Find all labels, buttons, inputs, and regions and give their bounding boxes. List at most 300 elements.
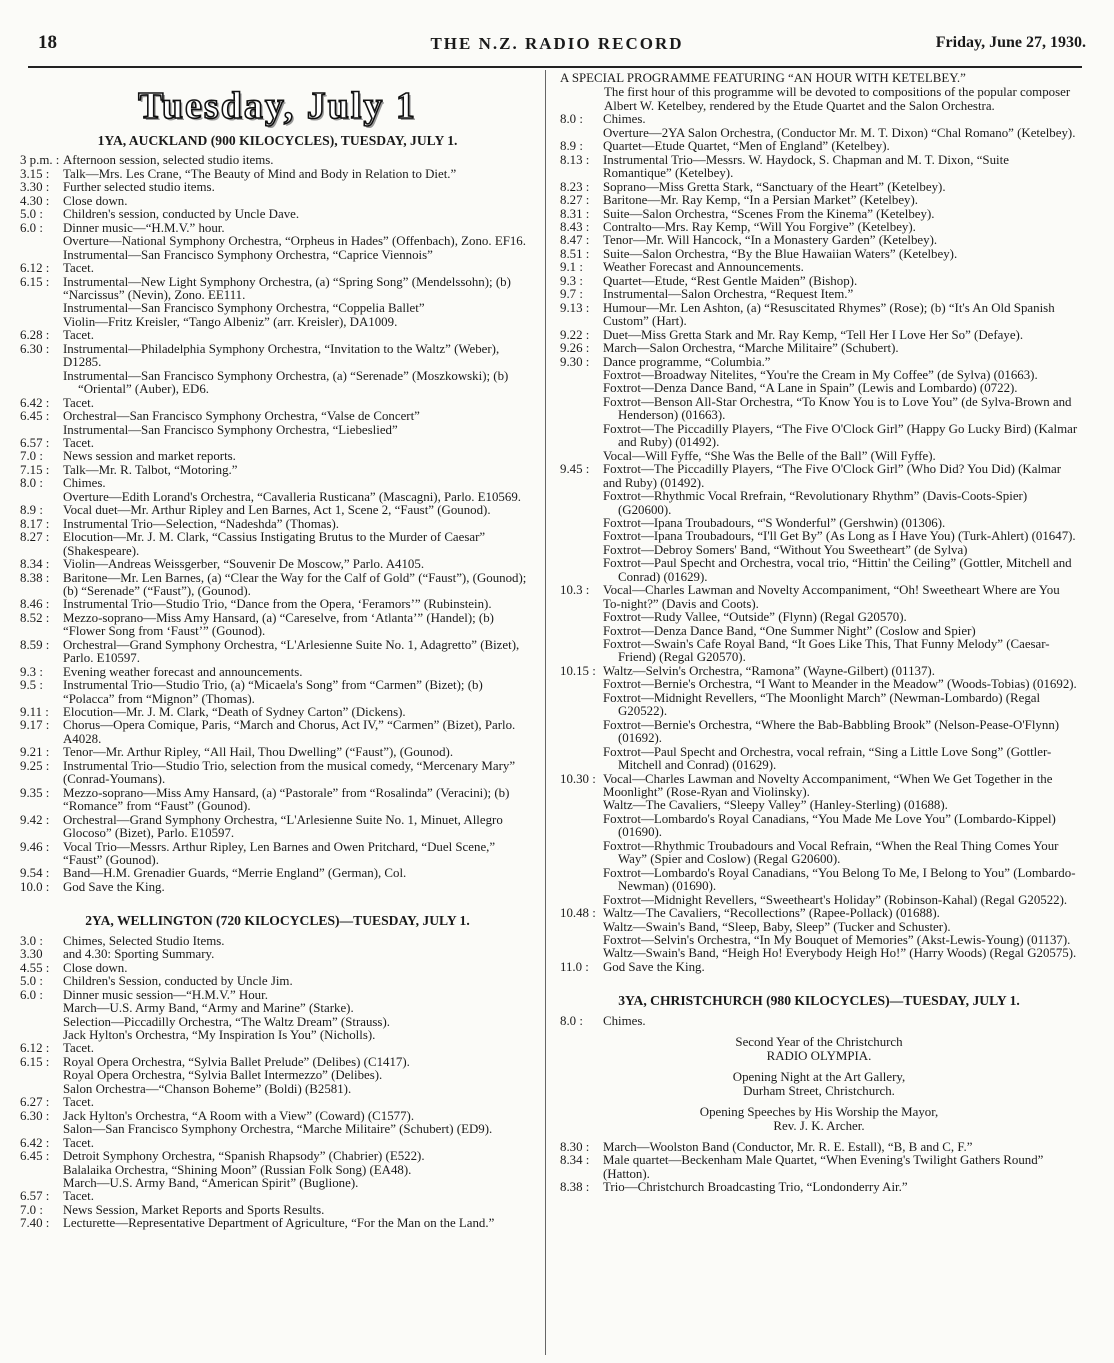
entry-time: 6.0 : — [20, 987, 43, 1002]
issue-date: Friday, June 27, 1930. — [935, 34, 1086, 51]
entry-text: Foxtrot—Ipana Troubadours, “I'll Get By” (As Long as I Have You) (Turk-Ahlert) (01647). — [603, 529, 1076, 544]
programme-entry — [20, 1137, 535, 1150]
entry-time: 9.3 : — [20, 664, 43, 679]
programme-entry — [20, 1217, 535, 1230]
entry-time: 9.3 : — [560, 273, 583, 288]
entry-text: Foxtrot—Denza Dance Band, “One Summer Night” (Coslow and Spier) — [603, 623, 976, 638]
entry-time: 6.12 : — [20, 261, 50, 276]
entry-time: 10.48 : — [560, 906, 596, 921]
programme-entry — [20, 181, 535, 194]
programme-entry — [560, 530, 1078, 543]
entry-text: Mezzo-soprano—Miss Amy Hansard, (a) “Pastorale” from “Rosalinda” (Veracini); (b) “Romance” from “Faust” (Gounod). — [63, 785, 510, 814]
entry-text: Baritone—Mr. Ray Kemp, “In a Persian Market” (Ketelbey). — [603, 193, 919, 208]
programme-entry — [560, 557, 1078, 584]
entry-text: Foxtrot—The Piccadilly Players, “The Five O'Clock Girl” (Happy Go Lucky Bird) (Kalmar and Ruby) (01492). — [603, 421, 1078, 450]
programme-entry — [560, 463, 1078, 490]
entry-text: Foxtrot—Midnight Revellers, “The Moonlight March” (Newman-Lombardo) (Regal G20522). — [603, 690, 1041, 719]
entry-text: Instrumental—San Francisco Symphony Orchestra, “Coppelia Ballet” — [63, 301, 425, 316]
entry-text: Instrumental—San Francisco Symphony Orchestra, “Caprice Viennois” — [63, 247, 433, 262]
programme-entry — [560, 342, 1078, 355]
programme-entry — [560, 840, 1078, 867]
programme-entry — [20, 316, 535, 329]
entry-time: 8.34 : — [560, 1153, 590, 1168]
entry-time: 8.17 : — [20, 516, 50, 531]
programme-entry — [560, 1154, 1078, 1181]
entry-time: 3.0 : — [20, 933, 43, 948]
programme-entry — [560, 907, 1078, 920]
entry-time: 8.9 : — [560, 139, 583, 154]
entry-text: Male quartet—Beckenham Male Quartet, “When Evening's Twilight Gathers Round” (Hatton). — [603, 1153, 1044, 1181]
entry-time: 6.42 : — [20, 1135, 50, 1150]
entry-text: Foxtrot—Rudy Vallee, “Outside” (Flynn) (Regal G20570). — [603, 610, 907, 625]
entry-text: Orchestral—Grand Symphony Orchestra, “L'Arlesienne Suite No. 1, Adagretto” (Bizet), Parlo. E10597. — [63, 637, 520, 666]
entry-text: March—U.S. Army Band, “Army and Marine” (Starke). — [63, 1001, 354, 1016]
entry-text: Foxtrot—Bernie's Orchestra, “I Want to Meander in the Meadow” (Woods-Tobias) (01692). — [603, 677, 1077, 692]
page-number: 18 — [38, 32, 57, 53]
programme-entry — [20, 962, 535, 975]
programme-entry — [560, 692, 1078, 719]
programme-entry — [560, 127, 1078, 140]
entry-text: Tacet. — [63, 1041, 94, 1056]
entry-text: Tenor—Mr. Arthur Ripley, “All Hail, Thou Dwelling” (“Faust”), (Gounod). — [63, 745, 454, 760]
entry-time: 7.0 : — [20, 449, 43, 464]
entry-time: 6.28 : — [20, 328, 50, 343]
entry-time: 8.51 : — [560, 246, 590, 261]
entry-text: Evening weather forecast and announcements. — [63, 664, 303, 679]
programme-entry — [20, 558, 535, 571]
programme-entry — [20, 989, 535, 1002]
entry-time: 8.31 : — [560, 206, 590, 221]
entry-text: Violin—Andreas Weissgerber, “Souvenir De Moscow,” Parlo. A4105. — [63, 557, 425, 572]
programme-entry — [20, 666, 535, 679]
page-header — [28, 28, 1086, 58]
entry-text: Jack Hylton's Orchestra, “A Room with a View” (Coward) (C1577). — [63, 1108, 415, 1123]
entry-text: Children's session, conducted by Uncle Dave. — [63, 207, 300, 222]
entry-text: Foxtrot—Rhythmic Vocal Rrefrain, “Revolutionary Rhythm” (Davis-Coots-Spier) (G20600). — [603, 489, 1028, 517]
programme-entry — [560, 154, 1078, 181]
programme-entry — [20, 612, 535, 639]
entry-text: Quartet—Etude, “Rest Gentle Maiden” (Bishop). — [603, 273, 858, 288]
programme-entry — [20, 975, 535, 988]
entry-text: Band—H.M. Grenadier Guards, “Merrie England” (German), Col. — [63, 866, 407, 881]
entry-text: Foxtrot—Lombardo's Royal Canadians, “You Belong To Me, I Belong to You” (Lombardo-Newman) (01690). — [603, 865, 1076, 894]
entry-time: 7.0 : — [20, 1202, 43, 1217]
programme-entry — [20, 1016, 535, 1029]
programme-entry — [560, 208, 1078, 221]
programme-entry — [20, 302, 535, 315]
programme-entry — [20, 948, 535, 961]
announcement-line: Second Year of the Christchurch — [735, 1035, 903, 1050]
entry-time: 8.0 : — [560, 1013, 583, 1028]
entry-text: Foxtrot—Denza Dance Band, “A Lane in Spain” (Lewis and Lombardo) (0722). — [603, 381, 1018, 396]
entry-text: Salon Orchestra—“Chanson Boheme” (Boldi) (B2581). — [63, 1081, 352, 1096]
entry-text: Waltz—Swain's Band, “Sleep, Baby, Sleep” (Tucker and Schuster). — [603, 919, 951, 934]
entry-text: Tenor—Mr. Will Hancock, “In a Monastery Garden” (Ketelbey). — [603, 233, 938, 248]
entry-text: and 4.30: Sporting Summary. — [63, 947, 215, 962]
entry-text: Detroit Symphony Orchestra, “Spanish Rhapsody” (Chabrier) (E522). — [63, 1149, 425, 1164]
entry-time: 9.1 : — [560, 260, 583, 275]
entry-time: 9.11 : — [20, 705, 49, 720]
programme-entry — [20, 787, 535, 814]
programme-entry — [560, 813, 1078, 840]
entry-text: Foxtrot—The Piccadilly Players, “The Five O'Clock Girl” (Who Did? You Did) (Kalmar and Ruby) (01492). — [603, 462, 1062, 490]
entry-text: Foxtrot—Lombardo's Royal Canadians, “You Made Me Love You” (Lombardo-Kippel) (01690). — [603, 811, 1056, 840]
publication-title: THE N.Z. RADIO RECORD — [430, 34, 684, 53]
entry-text: March—U.S. Army Band, “American Spirit” (Buglione). — [63, 1175, 359, 1190]
entry-time: 8.13 : — [560, 152, 590, 167]
entry-text: Trio—Christchurch Broadcasting Trio, “Londonderry Air.” — [603, 1180, 908, 1195]
programme-1ya — [20, 154, 535, 894]
entry-time: 8.52 : — [20, 610, 50, 625]
entry-text: Soprano—Miss Gretta Stark, “Sanctuary of the Heart” (Ketelbey). — [603, 179, 946, 194]
programme-entry — [20, 706, 535, 719]
entry-time: 8.27 : — [560, 193, 590, 208]
entry-text: Further selected studio items. — [63, 180, 215, 195]
entry-text: Lecturette—Representative Department of Agriculture, “For the Man on the Land.” — [63, 1216, 495, 1231]
entry-time: 10.0 : — [20, 879, 50, 894]
entry-time: 9.26 : — [560, 341, 590, 356]
entry-text: Elocution—Mr. J. M. Clark, “Death of Sydney Carton” (Dickens). — [63, 705, 406, 720]
entry-text: Tacet. — [63, 1095, 94, 1110]
programme-entry — [560, 275, 1078, 288]
entry-time: 8.59 : — [20, 637, 50, 652]
programme-entry — [20, 397, 535, 410]
programme-entry — [20, 598, 535, 611]
programme-entry — [20, 1029, 535, 1042]
entry-text: News session and market reports. — [63, 449, 236, 464]
entry-text: Dinner music—“H.M.V.” hour. — [63, 220, 225, 235]
programme-3ya — [560, 1141, 1078, 1195]
entry-time: 4.55 : — [20, 960, 50, 975]
entry-time: 9.7 : — [560, 287, 583, 302]
programme-entry — [560, 234, 1078, 247]
entry-time: 9.46 : — [20, 839, 50, 854]
entry-time: 9.42 : — [20, 812, 50, 827]
entry-text: Orchestral—San Francisco Symphony Orchestra, “Valse de Concert” — [63, 409, 420, 424]
entry-text: Tacet. — [63, 328, 94, 343]
entry-time: 9.17 : — [20, 718, 50, 733]
entry-text: Foxtrot—Bernie's Orchestra, “Where the Bab-Babbling Brook” (Nelson-Pease-O'Flynn) (01692). — [603, 717, 1060, 746]
programme-entry — [560, 584, 1078, 611]
entry-text: Foxtrot—Paul Specht and Orchestra, vocal refrain, “Sing a Little Love Song” (Gottler-Mitchell and Conrad) (01629). — [603, 744, 1052, 773]
programme-entry — [20, 1110, 535, 1123]
entry-time: 6.15 : — [20, 274, 50, 289]
entry-time: 7.15 : — [20, 462, 50, 477]
programme-entry — [20, 410, 535, 423]
programme-entry — [560, 423, 1078, 450]
programme-entry — [20, 881, 535, 894]
entry-text: Tacet. — [63, 395, 94, 410]
station-heading-1ya: 1YA, AUCKLAND (900 KILOCYCLES), TUESDAY, JULY 1. — [97, 133, 458, 148]
entry-text: Vocal duet—Mr. Arthur Ripley and Len Barnes, Act 1, Scene 2, “Faust” (Gounod). — [63, 503, 491, 518]
programme-entry — [560, 665, 1078, 678]
programme-entry — [560, 356, 1078, 369]
entry-time: 8.23 : — [560, 179, 590, 194]
entry-time: 6.42 : — [20, 395, 50, 410]
programme-entry — [20, 1204, 535, 1217]
entry-text: Instrumental Trio—Messrs. W. Haydock, S. Chapman and M. T. Dixon, “Suite Romantique” (Ketelbey). — [603, 152, 1009, 181]
entry-time: 9.30 : — [560, 354, 590, 369]
programme-entry — [560, 288, 1078, 301]
programme-entry — [20, 1083, 535, 1096]
programme-entry — [560, 194, 1078, 207]
entry-text: Vocal—Charles Lawman and Novelty Accompaniment, “When We Get Together in the Moonlight” (Rose-Ryan and Violinsky). — [603, 771, 1053, 800]
programme-entry — [560, 625, 1078, 638]
programme-2ya-evening — [560, 113, 1078, 974]
programme-entry — [560, 961, 1078, 974]
programme-entry — [20, 491, 535, 504]
entry-text: Close down. — [63, 960, 128, 975]
entry-text: Vocal Trio—Messrs. Arthur Ripley, Len Barnes and Owen Pritchard, “Duel Scene,” “Faust” (Gounod). — [63, 839, 496, 868]
programme-entry — [20, 222, 535, 235]
programme-entry — [20, 450, 535, 463]
entry-text: God Save the King. — [603, 959, 705, 974]
entry-text: Children's Session, conducted by Uncle Jim. — [63, 974, 293, 989]
programme-entry — [560, 329, 1078, 342]
entry-text: Weather Forecast and Announcements. — [603, 260, 804, 275]
entry-time: 8.34 : — [20, 557, 50, 572]
entry-text: Violin—Fritz Kreisler, “Tango Albeniz” (arr. Kreisler), DA1009. — [63, 314, 398, 329]
announcement — [560, 1036, 1078, 1133]
programme-entry — [20, 343, 535, 370]
entry-time: 9.45 : — [560, 462, 590, 477]
entry-text: Royal Opera Orchestra, “Sylvia Ballet Prelude” (Delibes) (C1417). — [63, 1054, 410, 1069]
entry-time: 6.45 : — [20, 409, 50, 424]
programme-2ya — [20, 935, 535, 1231]
station-heading-2ya: 2YA, WELLINGTON (720 KILOCYCLES)—TUESDAY, JULY 1. — [85, 913, 470, 929]
programme-entry — [20, 679, 535, 706]
programme-entry — [20, 719, 535, 746]
programme-entry — [20, 168, 535, 181]
entry-text: Instrumental Trio—Studio Trio, (a) “Micaela's Song” from “Carmen” (Bizet); (b) “Polacca” from “Mignon” (Thomas). — [63, 678, 483, 706]
entry-text: Waltz—Selvin's Orchestra, “Ramona” (Wayne-Gilbert) (01137). — [603, 663, 935, 678]
programme-entry — [560, 1181, 1078, 1194]
entry-text: Tacet. — [63, 435, 94, 450]
programme-entry — [20, 1002, 535, 1015]
entry-time: 10.3 : — [560, 583, 590, 598]
entry-text: Balalaika Orchestra, “Shining Moon” (Russian Folk Song) (EA48). — [63, 1162, 412, 1177]
entry-time: 8.43 : — [560, 219, 590, 234]
announcement-line: Opening Speeches by His Worship the Mayor, — [699, 1105, 939, 1120]
entry-text: Overture—National Symphony Orchestra, “Orpheus in Hades” (Offenbach), Zono. EF16. — [63, 234, 526, 249]
entry-text: News Session, Market Reports and Sports Results. — [63, 1202, 325, 1217]
programme-entry — [20, 1164, 535, 1177]
entry-time: 8.46 : — [20, 597, 50, 612]
programme-entry — [560, 799, 1078, 812]
entry-text: Elocution—Mr. J. M. Clark, “Cassius Instigating Brutus to the Murder of Caesar” (Shakespeare). — [63, 530, 486, 558]
entry-text: Contralto—Mrs. Ray Kemp, “Will You Forgive” (Ketelbey). — [603, 219, 916, 234]
announcement-line: Opening Night at the Art Gallery, — [732, 1070, 906, 1085]
entry-time: 9.22 : — [560, 327, 590, 342]
entry-text: March—Woolston Band (Conductor, Mr. R. E. Estall), “B, B and C, F.” — [603, 1139, 973, 1154]
entry-time: 9.35 : — [20, 785, 50, 800]
entry-text: Foxtrot—Ipana Troubadours, “'S Wonderful” (Gershwin) (01306). — [603, 515, 946, 530]
programme-entry — [560, 611, 1078, 624]
entry-time: 3.15 : — [20, 166, 50, 181]
station-heading-3ya: 3YA, CHRISTCHURCH (980 KILOCYCLES)—TUESDAY, JULY 1. — [618, 993, 1020, 1009]
header-rule — [28, 66, 1082, 68]
programme-entry — [560, 181, 1078, 194]
programme-entry — [20, 1190, 535, 1203]
entry-text: Jack Hylton's Orchestra, “My Inspiration Is You” (Nicholls). — [63, 1028, 376, 1042]
entry-text: Instrumental—San Francisco Symphony Orchestra, (a) “Serenade” (Moszkowski); (b) “Oriental” (Auber), ED6. — [63, 368, 509, 397]
entry-text: Foxtrot—Midnight Revellers, “Sweetheart's Holiday” (Robinson-Kahal) (Regal G20522). — [603, 892, 1068, 907]
programme-entry — [560, 678, 1078, 691]
entry-text: Suite—Salon Orchestra, “By the Blue Hawaiian Waters” (Ketelbey). — [603, 246, 958, 261]
entry-text: Vocal—Charles Lawman and Novelty Accompaniment, “Oh! Sweetheart Where are You To-night?” (Davis and Coots). — [603, 583, 1060, 611]
programme-entry — [20, 531, 535, 558]
entry-text: Tacet. — [63, 1189, 94, 1204]
programme-entry — [560, 248, 1078, 261]
entry-text: Chimes. — [603, 112, 646, 127]
entry-time: 6.30 : — [20, 1108, 50, 1123]
entry-time: 3 p.m. : — [20, 153, 60, 168]
programme-entry — [560, 261, 1078, 274]
entry-time: 9.25 : — [20, 758, 50, 773]
entry-text: Chimes, Selected Studio Items. — [63, 933, 225, 948]
entry-text: God Save the King. — [63, 879, 165, 894]
entry-text: Dance programme, “Columbia.” — [603, 354, 771, 369]
entry-text: Foxtrot—Broadway Nitelites, “You're the Cream in My Coffee” (de Sylva) (01663). — [603, 367, 1038, 382]
column-divider — [545, 70, 546, 1355]
programme-entry — [20, 1042, 535, 1055]
programme-entry — [20, 1069, 535, 1082]
entry-time: 8.30 : — [560, 1139, 590, 1154]
entry-time: 5.0 : — [20, 974, 43, 989]
programme-entry — [20, 746, 535, 759]
entry-text: Duet—Miss Gretta Stark and Mr. Ray Kemp, “Tell Her I Love Her So” (Defaye). — [603, 327, 1024, 342]
programme-entry — [20, 841, 535, 868]
programme-entry — [20, 760, 535, 787]
entry-time: 8.38 : — [20, 570, 50, 585]
entry-text: Foxtrot—Benson All-Star Orchestra, “To Know You is to Love You” (de Sylva-Brown and Henderson) (01663). — [603, 394, 1072, 423]
programme-entry — [20, 437, 535, 450]
entry-text: Instrumental Trio—Studio Trio, “Dance from the Opera, ‘Feramors’” (Rubinstein). — [63, 597, 492, 612]
programme-entry — [560, 934, 1078, 947]
entry-time: 9.21 : — [20, 745, 50, 760]
entry-text: Instrumental—New Light Symphony Orchestra, (a) “Spring Song” (Mendelssohn); (b) “Narcissus” (Nevin), Zono. EE111. — [63, 274, 511, 302]
programme-entry — [20, 814, 535, 841]
entry-time: 8.0 : — [560, 112, 583, 127]
programme-entry — [20, 464, 535, 477]
programme-entry — [560, 490, 1078, 517]
programme-entry — [560, 544, 1078, 557]
entry-text: Foxtrot—Selvin's Orchestra, “In My Bouquet of Memories” (Akst-Lewis-Young) (01137). — [603, 933, 1071, 947]
entry-time: 6.27 : — [20, 1095, 50, 1110]
entry-text: Talk—Mr. R. Talbot, “Motoring.” — [63, 462, 238, 477]
programme-entry — [560, 947, 1078, 960]
entry-text: Orchestral—Grand Symphony Orchestra, “L'Arlesienne Suite No. 1, Minuet, Allegro Glocoso” (Bizet), Parlo. E10597. — [63, 812, 503, 841]
entry-text: Talk—Mrs. Les Crane, “The Beauty of Mind and Body in Relation to Diet.” — [63, 166, 457, 181]
programme-entry — [560, 382, 1078, 395]
programme-entry — [20, 262, 535, 275]
programme-entry — [20, 639, 535, 666]
entry-text: Foxtrot—Rhythmic Troubadours and Vocal Refrain, “When the Real Thing Comes Your Way” (Spier and Coslow) (Regal G20600). — [603, 838, 1059, 867]
entry-time: 10.15 : — [560, 663, 596, 678]
entry-time: 6.57 : — [20, 435, 50, 450]
programme-entry — [560, 140, 1078, 153]
entry-time: 9.54 : — [20, 866, 50, 881]
entry-text: Foxtrot—Paul Specht and Orchestra, vocal trio, “Hittin' the Ceiling” (Gottler, Mitchell and Conrad) (01629). — [603, 556, 1072, 584]
entry-time: 6.30 : — [20, 341, 50, 356]
programme-entry — [20, 424, 535, 437]
entry-text: Foxtrot—Swain's Cafe Royal Band, “It Goes Like This, That Funny Melody” (Caesar-Friend) (Regal G20570). — [603, 637, 1050, 665]
announcement-line: RADIO OLYMPIA. — [766, 1048, 872, 1063]
entry-text: Quartet—Etude Quartet, “Men of England” (Ketelbey). — [603, 139, 890, 154]
right-column — [560, 72, 1078, 1195]
entry-text: Royal Opera Orchestra, “Sylvia Ballet Intermezzo” (Delibes). — [63, 1068, 383, 1083]
programme-entry — [20, 1123, 535, 1136]
entry-time: 9.5 : — [20, 678, 43, 693]
entry-text: Instrumental—Salon Orchestra, “Request Item.” — [603, 287, 854, 302]
programme-entry — [20, 1150, 535, 1163]
programme-entry — [20, 504, 535, 517]
programme-entry — [20, 195, 535, 208]
programme-entry — [560, 396, 1078, 423]
entry-text: March—Salon Orchestra, “Marche Militaire” (Schubert). — [603, 341, 899, 356]
programme-entry — [20, 518, 535, 531]
left-column — [20, 72, 535, 1231]
entry-time: 6.12 : — [20, 1041, 50, 1056]
entry-text: Humour—Mr. Len Ashton, (a) “Resuscitated Rhymes” (Rose); (b) “It's An Old Spanish Custom” (Hart). — [603, 300, 1055, 329]
announcement-line: Durham Street, Christchurch. — [743, 1083, 895, 1098]
entry-time: 11.0 : — [560, 959, 589, 974]
programme-entry — [20, 208, 535, 221]
entry-text: Close down. — [63, 193, 128, 208]
day-title: Tuesday, July 1 — [138, 85, 417, 127]
entry-text: Baritone—Mr. Len Barnes, (a) “Clear the Way for the Calf of Gold” (“Faust”), (Gounod); (b) “Serenade” (“Faust”), (Gounod). — [63, 570, 527, 598]
entry-text: Selection—Piccadilly Orchestra, “The Waltz Dream” (Strauss). — [63, 1014, 390, 1029]
programme-entry — [20, 477, 535, 490]
programme-entry — [560, 1015, 1078, 1028]
entry-time: 6.15 : — [20, 1054, 50, 1069]
entry-text: Waltz—Swain's Band, “Heigh Ho! Everybody Heigh Ho!” (Harry Woods) (Regal G20575). — [603, 946, 1077, 961]
entry-text: Foxtrot—Debroy Somers' Band, “Without You Sweetheart” (de Sylva) — [603, 542, 968, 557]
programme-entry — [20, 1177, 535, 1190]
programme-entry — [560, 1141, 1078, 1154]
programme-entry — [560, 921, 1078, 934]
programme-entry — [560, 450, 1078, 463]
announcement-line: Rev. J. K. Archer. — [773, 1118, 865, 1133]
entry-time: 8.27 : — [20, 530, 50, 545]
entry-time: 6.45 : — [20, 1149, 50, 1164]
entry-time: 5.0 : — [20, 207, 43, 222]
programme-entry — [20, 370, 535, 397]
entry-text: Waltz—The Cavaliers, “Recollections” (Rapee-Pollack) (01688). — [603, 906, 940, 921]
entry-text: Vocal—Will Fyffe, “She Was the Belle of the Ball” (Will Fyffe). — [603, 448, 936, 463]
programme-entry — [20, 1096, 535, 1109]
programme-entry — [20, 935, 535, 948]
programme-entry — [20, 329, 535, 342]
entry-time: 7.40 : — [20, 1216, 50, 1231]
programme-entry — [560, 867, 1078, 894]
entry-time: 8.47 : — [560, 233, 590, 248]
entry-text: Afternoon session, selected studio items. — [63, 153, 274, 168]
entry-time: 3.30 : — [20, 180, 50, 195]
entry-text: Chimes. — [603, 1013, 646, 1028]
programme-entry — [560, 746, 1078, 773]
entry-text: Instrumental Trio—Studio Trio, selection from the musical comedy, “Mercenary Mary” (Conrad-Youmans). — [63, 758, 516, 787]
entry-time: 8.9 : — [20, 503, 43, 518]
entry-time: 8.38 : — [560, 1180, 590, 1195]
programme-entry — [20, 276, 535, 303]
programme-entry — [560, 517, 1078, 530]
entry-text: Tacet. — [63, 1135, 94, 1150]
entry-text: Overture—2YA Salon Orchestra, (Conductor Mr. M. T. Dixon) “Chal Romano” (Ketelbey). — [603, 125, 1076, 140]
entry-text: Dinner music session—“H.M.V.” Hour. — [63, 987, 268, 1002]
programme-entry — [20, 235, 535, 248]
programme-entry — [20, 249, 535, 262]
